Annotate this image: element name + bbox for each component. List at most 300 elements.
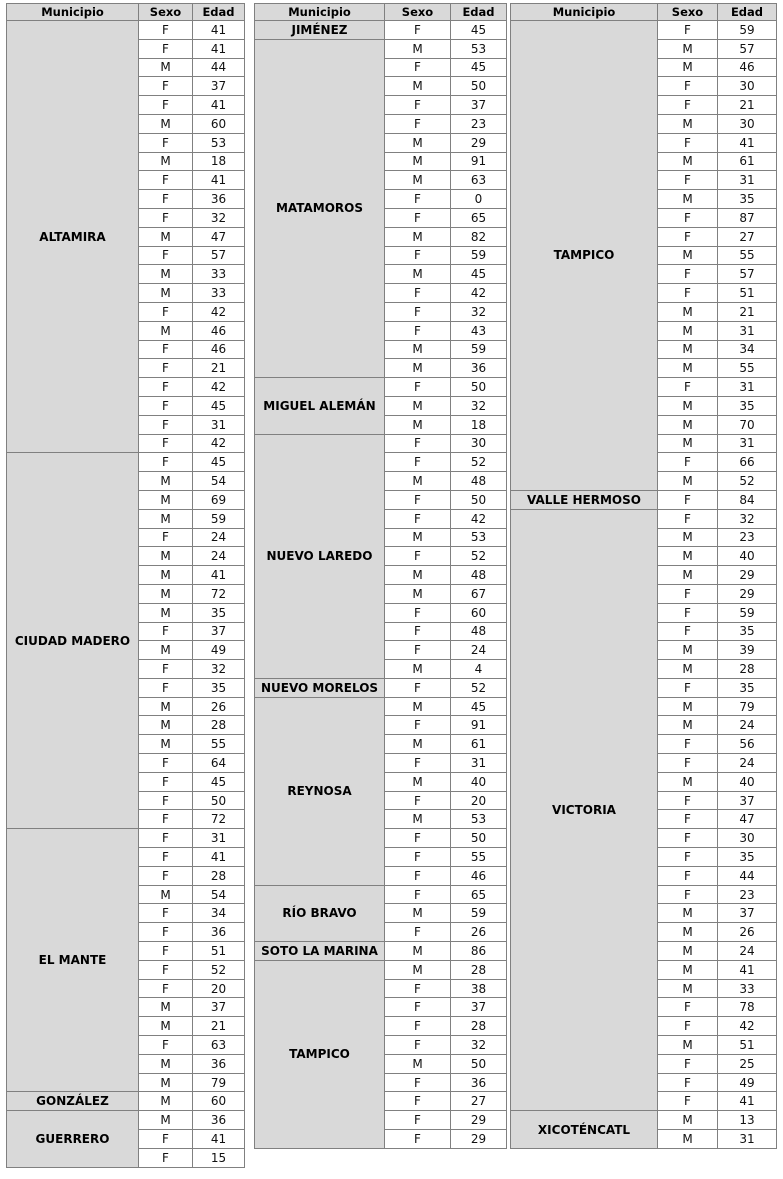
municipio-cell: REYNOSA <box>255 697 385 885</box>
sexo-cell: F <box>139 848 193 867</box>
edad-cell: 32 <box>451 302 507 321</box>
municipio-cell: VICTORIA <box>511 509 658 1111</box>
table-row <box>7 1092 245 1111</box>
edad-cell: 4 <box>451 660 507 679</box>
edad-cell: 31 <box>718 321 777 340</box>
sexo-cell: F <box>139 866 193 885</box>
edad-cell: 27 <box>451 1092 507 1111</box>
edad-cell: 31 <box>193 415 245 434</box>
header-municipio: Municipio <box>7 4 139 21</box>
sexo-cell: F <box>139 1036 193 1055</box>
sexo-cell: F <box>385 284 451 303</box>
sexo-cell: F <box>385 547 451 566</box>
sexo-cell: M <box>658 472 718 491</box>
sexo-cell: F <box>385 1073 451 1092</box>
sexo-cell: M <box>385 415 451 434</box>
edad-cell: 67 <box>451 584 507 603</box>
sexo-cell: M <box>139 584 193 603</box>
table-row <box>255 885 507 904</box>
edad-cell: 36 <box>193 923 245 942</box>
edad-cell: 45 <box>193 396 245 415</box>
sexo-cell: F <box>139 302 193 321</box>
edad-cell: 31 <box>451 754 507 773</box>
edad-cell: 56 <box>718 735 777 754</box>
sexo-cell: F <box>139 208 193 227</box>
table-row <box>255 434 507 453</box>
edad-cell: 79 <box>193 1073 245 1092</box>
municipio-cell: NUEVO MORELOS <box>255 678 385 697</box>
sexo-cell: M <box>139 152 193 171</box>
edad-cell: 24 <box>193 528 245 547</box>
sexo-cell: F <box>658 848 718 867</box>
edad-cell: 43 <box>451 321 507 340</box>
edad-cell: 37 <box>193 77 245 96</box>
sexo-cell: F <box>385 603 451 622</box>
sexo-cell: F <box>658 21 718 40</box>
sexo-cell: F <box>658 378 718 397</box>
edad-cell: 32 <box>193 660 245 679</box>
edad-cell: 35 <box>718 678 777 697</box>
sexo-cell: M <box>658 660 718 679</box>
edad-cell: 41 <box>193 848 245 867</box>
edad-cell: 72 <box>193 810 245 829</box>
table-row <box>255 21 507 40</box>
edad-cell: 51 <box>718 284 777 303</box>
edad-cell: 50 <box>451 77 507 96</box>
sexo-cell: M <box>385 697 451 716</box>
sexo-cell: F <box>385 1111 451 1130</box>
sexo-cell: F <box>658 998 718 1017</box>
edad-cell: 51 <box>718 1036 777 1055</box>
sexo-cell: M <box>139 58 193 77</box>
sexo-cell: M <box>385 584 451 603</box>
sexo-cell: F <box>139 171 193 190</box>
edad-cell: 24 <box>718 716 777 735</box>
edad-cell: 42 <box>193 378 245 397</box>
header-edad: Edad <box>451 4 507 21</box>
edad-cell: 29 <box>451 1130 507 1149</box>
edad-cell: 91 <box>451 152 507 171</box>
sexo-cell: F <box>385 678 451 697</box>
edad-cell: 20 <box>451 791 507 810</box>
sexo-cell: M <box>139 716 193 735</box>
sexo-cell: M <box>658 697 718 716</box>
sexo-cell: M <box>658 152 718 171</box>
sexo-cell: M <box>139 998 193 1017</box>
sexo-cell: F <box>658 509 718 528</box>
edad-cell: 28 <box>451 1017 507 1036</box>
sexo-cell: F <box>385 1130 451 1149</box>
edad-cell: 42 <box>718 1017 777 1036</box>
sexo-cell: F <box>658 96 718 115</box>
edad-cell: 33 <box>193 265 245 284</box>
sexo-cell: F <box>139 904 193 923</box>
edad-cell: 47 <box>718 810 777 829</box>
sexo-cell: F <box>658 754 718 773</box>
edad-cell: 72 <box>193 584 245 603</box>
edad-cell: 84 <box>718 490 777 509</box>
edad-cell: 59 <box>451 904 507 923</box>
sexo-cell: M <box>385 171 451 190</box>
sexo-cell: F <box>139 340 193 359</box>
edad-cell: 45 <box>193 772 245 791</box>
table-row <box>255 678 507 697</box>
sexo-cell: M <box>658 979 718 998</box>
sexo-cell: F <box>658 208 718 227</box>
table-row <box>255 39 507 58</box>
sexo-cell: F <box>658 1054 718 1073</box>
data-table-column-1 <box>6 3 245 1168</box>
sexo-cell: M <box>139 1111 193 1130</box>
municipio-cell: VALLE HERMOSO <box>511 490 658 509</box>
edad-cell: 53 <box>193 133 245 152</box>
sexo-cell: F <box>385 754 451 773</box>
edad-cell: 37 <box>193 998 245 1017</box>
edad-cell: 27 <box>718 227 777 246</box>
edad-cell: 35 <box>718 848 777 867</box>
sexo-cell: F <box>658 284 718 303</box>
edad-cell: 59 <box>451 246 507 265</box>
sexo-cell: F <box>385 641 451 660</box>
header-municipio: Municipio <box>511 4 658 21</box>
sexo-cell: M <box>385 528 451 547</box>
edad-cell: 53 <box>451 528 507 547</box>
edad-cell: 61 <box>718 152 777 171</box>
edad-cell: 36 <box>451 359 507 378</box>
edad-cell: 32 <box>718 509 777 528</box>
sexo-cell: F <box>139 772 193 791</box>
sexo-cell: F <box>385 866 451 885</box>
sexo-cell: F <box>658 829 718 848</box>
edad-cell: 66 <box>718 453 777 472</box>
sexo-cell: M <box>658 302 718 321</box>
edad-cell: 60 <box>193 1092 245 1111</box>
edad-cell: 21 <box>718 96 777 115</box>
sexo-cell: F <box>385 998 451 1017</box>
edad-cell: 49 <box>193 641 245 660</box>
sexo-cell: F <box>658 227 718 246</box>
edad-cell: 45 <box>451 21 507 40</box>
sexo-cell: M <box>385 227 451 246</box>
edad-cell: 41 <box>193 96 245 115</box>
sexo-cell: F <box>658 133 718 152</box>
table-row <box>511 1111 777 1130</box>
table-row <box>7 1111 245 1130</box>
edad-cell: 46 <box>193 321 245 340</box>
sexo-cell: F <box>139 979 193 998</box>
sexo-cell: M <box>658 772 718 791</box>
edad-cell: 48 <box>451 472 507 491</box>
edad-cell: 60 <box>193 114 245 133</box>
sexo-cell: F <box>139 453 193 472</box>
sexo-cell: F <box>139 359 193 378</box>
sexo-cell: F <box>139 791 193 810</box>
sexo-cell: M <box>385 735 451 754</box>
edad-cell: 49 <box>718 1073 777 1092</box>
sexo-cell: F <box>385 114 451 133</box>
municipio-cell: TAMPICO <box>255 960 385 1148</box>
sexo-cell: F <box>658 1073 718 1092</box>
sexo-cell: F <box>139 77 193 96</box>
edad-cell: 28 <box>193 866 245 885</box>
edad-cell: 78 <box>718 998 777 1017</box>
edad-cell: 33 <box>718 979 777 998</box>
municipio-cell: TAMPICO <box>511 21 658 491</box>
edad-cell: 82 <box>451 227 507 246</box>
sexo-cell: F <box>658 265 718 284</box>
header-sexo: Sexo <box>658 4 718 21</box>
municipio-cell: NUEVO LAREDO <box>255 434 385 678</box>
edad-cell: 57 <box>718 265 777 284</box>
table-row <box>7 21 245 40</box>
edad-cell: 25 <box>718 1054 777 1073</box>
edad-cell: 41 <box>718 133 777 152</box>
edad-cell: 44 <box>718 866 777 885</box>
edad-cell: 37 <box>451 96 507 115</box>
sexo-cell: M <box>385 265 451 284</box>
edad-cell: 50 <box>451 490 507 509</box>
sexo-cell: F <box>385 848 451 867</box>
sexo-cell: F <box>385 490 451 509</box>
sexo-cell: M <box>139 885 193 904</box>
sexo-cell: M <box>139 227 193 246</box>
data-table-column-3 <box>510 3 777 1149</box>
sexo-cell: F <box>385 96 451 115</box>
sexo-cell: F <box>658 77 718 96</box>
edad-cell: 41 <box>718 960 777 979</box>
sexo-cell: F <box>139 829 193 848</box>
edad-cell: 40 <box>718 772 777 791</box>
sexo-cell: F <box>139 660 193 679</box>
edad-cell: 33 <box>193 284 245 303</box>
sexo-cell: F <box>385 434 451 453</box>
sexo-cell: M <box>658 1111 718 1130</box>
edad-cell: 54 <box>193 472 245 491</box>
edad-cell: 50 <box>451 378 507 397</box>
header-sexo: Sexo <box>385 4 451 21</box>
sexo-cell: F <box>385 246 451 265</box>
sexo-cell: M <box>139 265 193 284</box>
sexo-cell: M <box>385 810 451 829</box>
sexo-cell: M <box>139 472 193 491</box>
edad-cell: 52 <box>451 453 507 472</box>
sexo-cell: F <box>658 810 718 829</box>
edad-cell: 23 <box>451 114 507 133</box>
data-table-column-2 <box>254 3 507 1149</box>
edad-cell: 30 <box>718 829 777 848</box>
table-row <box>511 21 777 40</box>
sexo-cell: F <box>139 96 193 115</box>
sexo-cell: F <box>139 942 193 961</box>
edad-cell: 55 <box>718 359 777 378</box>
edad-cell: 36 <box>451 1073 507 1092</box>
edad-cell: 37 <box>451 998 507 1017</box>
edad-cell: 52 <box>451 547 507 566</box>
edad-cell: 29 <box>451 1111 507 1130</box>
edad-cell: 34 <box>193 904 245 923</box>
table-row <box>255 378 507 397</box>
municipio-cell: SOTO LA MARINA <box>255 942 385 961</box>
sexo-cell: F <box>658 622 718 641</box>
edad-cell: 36 <box>193 190 245 209</box>
edad-cell: 26 <box>193 697 245 716</box>
sexo-cell: M <box>658 942 718 961</box>
sexo-cell: F <box>658 885 718 904</box>
edad-cell: 42 <box>193 434 245 453</box>
sexo-cell: M <box>385 904 451 923</box>
municipio-cell: GONZÁLEZ <box>7 1092 139 1111</box>
sexo-cell: F <box>385 190 451 209</box>
municipio-cell: CIUDAD MADERO <box>7 453 139 829</box>
sexo-cell: M <box>385 472 451 491</box>
edad-cell: 50 <box>451 1054 507 1073</box>
edad-cell: 37 <box>193 622 245 641</box>
edad-cell: 63 <box>193 1036 245 1055</box>
sexo-cell: M <box>385 660 451 679</box>
edad-cell: 35 <box>193 603 245 622</box>
edad-cell: 51 <box>193 942 245 961</box>
edad-cell: 24 <box>193 547 245 566</box>
sexo-cell: F <box>385 378 451 397</box>
sexo-cell: F <box>139 1130 193 1149</box>
sexo-cell: M <box>658 58 718 77</box>
municipio-cell: EL MANTE <box>7 829 139 1092</box>
edad-cell: 57 <box>718 39 777 58</box>
edad-cell: 46 <box>451 866 507 885</box>
edad-cell: 32 <box>193 208 245 227</box>
sexo-cell: M <box>139 1054 193 1073</box>
sexo-cell: F <box>385 1017 451 1036</box>
edad-cell: 61 <box>451 735 507 754</box>
edad-cell: 41 <box>193 171 245 190</box>
edad-cell: 45 <box>451 697 507 716</box>
edad-cell: 35 <box>718 190 777 209</box>
edad-cell: 60 <box>451 603 507 622</box>
sexo-cell: M <box>658 114 718 133</box>
sexo-cell: M <box>385 152 451 171</box>
edad-cell: 36 <box>193 1054 245 1073</box>
edad-cell: 48 <box>451 566 507 585</box>
edad-cell: 41 <box>193 21 245 40</box>
edad-cell: 26 <box>451 923 507 942</box>
sexo-cell: M <box>139 284 193 303</box>
edad-cell: 64 <box>193 754 245 773</box>
sexo-cell: M <box>658 641 718 660</box>
municipio-cell: RÍO BRAVO <box>255 885 385 941</box>
edad-cell: 40 <box>451 772 507 791</box>
edad-cell: 34 <box>718 340 777 359</box>
edad-cell: 26 <box>718 923 777 942</box>
edad-cell: 40 <box>718 547 777 566</box>
edad-cell: 69 <box>193 490 245 509</box>
edad-cell: 15 <box>193 1148 245 1167</box>
sexo-cell: F <box>139 415 193 434</box>
sexo-cell: M <box>658 923 718 942</box>
municipio-cell: XICOTÉNCATL <box>511 1111 658 1149</box>
sexo-cell: F <box>385 1036 451 1055</box>
header-edad: Edad <box>193 4 245 21</box>
sexo-cell: M <box>658 246 718 265</box>
sexo-cell: M <box>658 434 718 453</box>
sexo-cell: F <box>658 735 718 754</box>
table-row <box>255 697 507 716</box>
sexo-cell: M <box>658 359 718 378</box>
municipio-cell: GUERRERO <box>7 1111 139 1167</box>
edad-cell: 55 <box>451 848 507 867</box>
sexo-cell: M <box>139 114 193 133</box>
sexo-cell: M <box>385 566 451 585</box>
edad-cell: 28 <box>718 660 777 679</box>
sexo-cell: M <box>139 697 193 716</box>
sexo-cell: F <box>139 754 193 773</box>
edad-cell: 31 <box>718 378 777 397</box>
edad-cell: 65 <box>451 208 507 227</box>
edad-cell: 31 <box>718 1130 777 1149</box>
municipio-cell: JIMÉNEZ <box>255 21 385 40</box>
sexo-cell: F <box>139 923 193 942</box>
sexo-cell: M <box>139 1092 193 1111</box>
edad-cell: 48 <box>451 622 507 641</box>
sexo-cell: F <box>658 678 718 697</box>
edad-cell: 42 <box>451 284 507 303</box>
sexo-cell: F <box>385 208 451 227</box>
sexo-cell: M <box>139 566 193 585</box>
sexo-cell: M <box>385 942 451 961</box>
sexo-cell: F <box>658 866 718 885</box>
sexo-cell: M <box>658 547 718 566</box>
edad-cell: 41 <box>718 1092 777 1111</box>
sexo-cell: F <box>385 302 451 321</box>
edad-cell: 45 <box>193 453 245 472</box>
sexo-cell: F <box>139 678 193 697</box>
edad-cell: 55 <box>718 246 777 265</box>
sexo-cell: F <box>139 434 193 453</box>
edad-cell: 42 <box>193 302 245 321</box>
sexo-cell: F <box>139 810 193 829</box>
edad-cell: 20 <box>193 979 245 998</box>
sexo-cell: M <box>658 528 718 547</box>
edad-cell: 50 <box>451 829 507 848</box>
edad-cell: 21 <box>718 302 777 321</box>
sexo-cell: F <box>139 396 193 415</box>
edad-cell: 37 <box>718 791 777 810</box>
edad-cell: 59 <box>718 603 777 622</box>
edad-cell: 30 <box>718 114 777 133</box>
sexo-cell: M <box>139 547 193 566</box>
edad-cell: 21 <box>193 359 245 378</box>
municipio-cell: MIGUEL ALEMÁN <box>255 378 385 434</box>
edad-cell: 57 <box>193 246 245 265</box>
sexo-cell: F <box>385 979 451 998</box>
edad-cell: 24 <box>718 754 777 773</box>
sexo-cell: F <box>658 1017 718 1036</box>
sexo-cell: M <box>139 509 193 528</box>
sexo-cell: M <box>139 641 193 660</box>
sexo-cell: M <box>658 415 718 434</box>
edad-cell: 31 <box>193 829 245 848</box>
edad-cell: 46 <box>193 340 245 359</box>
sexo-cell: F <box>139 1148 193 1167</box>
edad-cell: 29 <box>718 566 777 585</box>
sexo-cell: F <box>139 622 193 641</box>
municipio-cell: ALTAMIRA <box>7 21 139 453</box>
sexo-cell: F <box>385 58 451 77</box>
edad-cell: 63 <box>451 171 507 190</box>
edad-cell: 13 <box>718 1111 777 1130</box>
sexo-cell: F <box>139 133 193 152</box>
edad-cell: 52 <box>451 678 507 697</box>
edad-cell: 59 <box>193 509 245 528</box>
